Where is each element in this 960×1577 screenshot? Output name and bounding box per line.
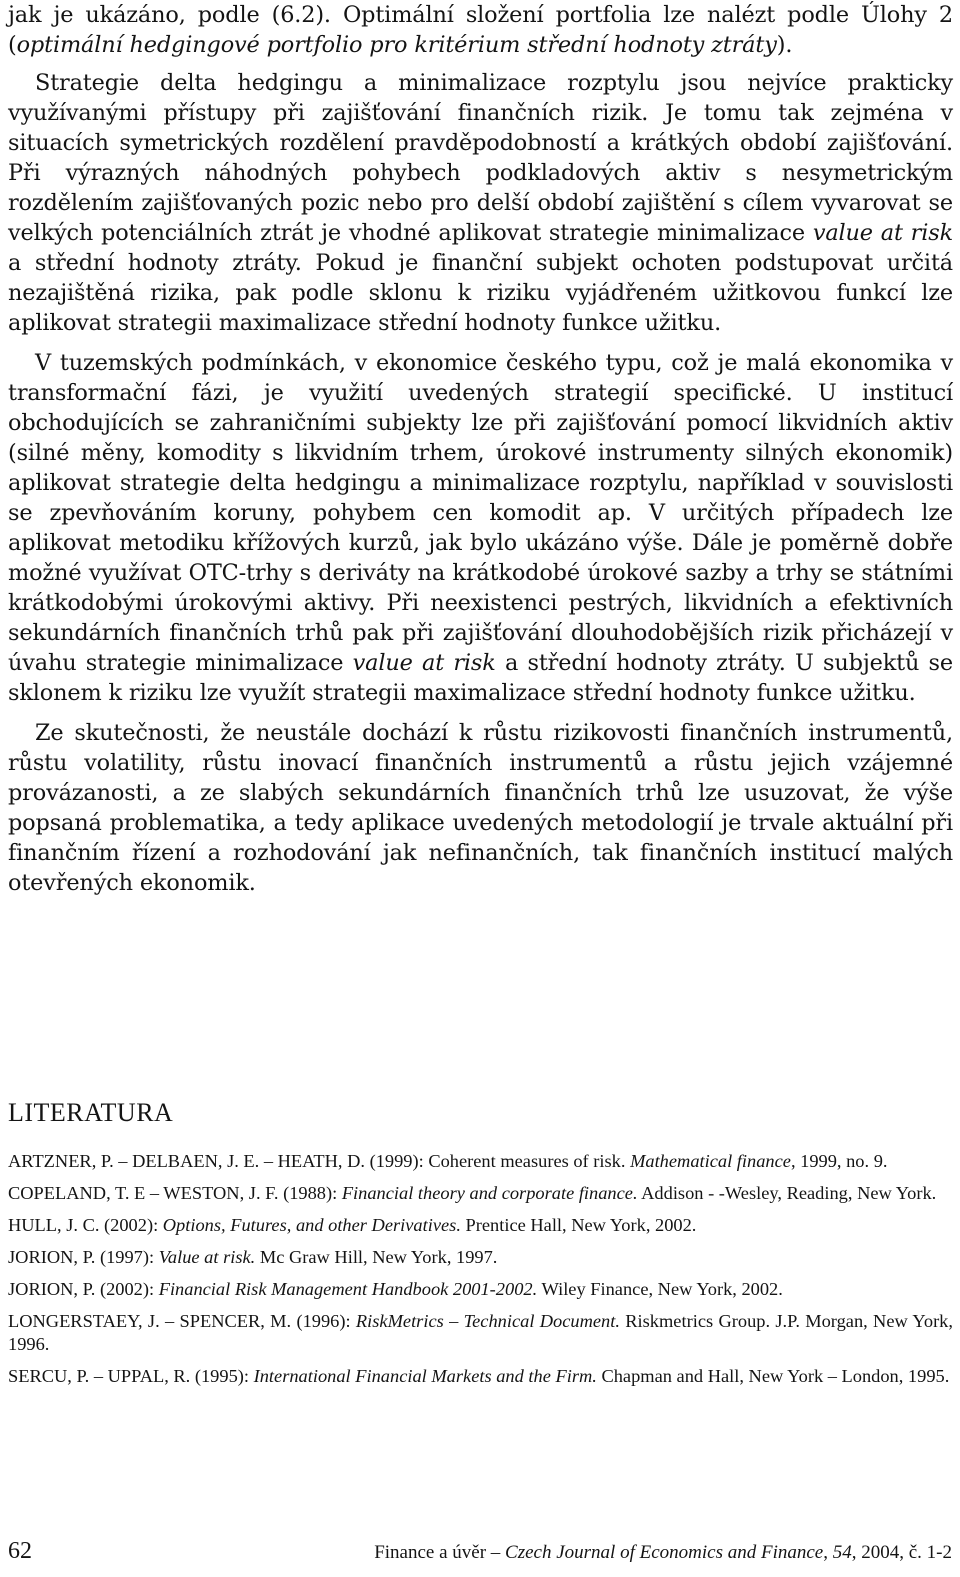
italic-run: 54 xyxy=(832,1542,852,1563)
references-list xyxy=(8,1150,953,1397)
paragraph-2: Strategie delta hedgingu a minimalizace rozptylu jsou nejvíce prakticky využívanými přístupy při zajišťování finančních rizik. Je tomu tak zejména v situacích symetrických rozdělení pravděpodobností a krátkých období zajišťování. Při výrazných náhodných pohybech podkladových aktiv s nesymetrickým rozdělením zajišťovaných pozic nebo pro delší období zajištění s cílem vyvarovat se velkých potenciálních ztrát je vhodné aplikovat strategie minimalizace value at risk a střední hodnoty ztráty. Pokud je finanční subjekt ochoten podstupovat určitá nezajištěná rizika, pak podle sklonu k riziku vyjádřeném užitkovou funkcí lze aplikovat strategii maximalizace střední hodnoty funkce užitku. xyxy=(8,70,953,336)
italic-run: Options, Futures, and other Derivatives. xyxy=(162,1215,461,1235)
references-heading: LITERATURA xyxy=(8,1098,174,1127)
reference-item: HULL, J. C. (2002): Options, Futures, and other Derivatives. Prentice Hall, New York, 2002. xyxy=(8,1215,697,1235)
italic-run: RiskMetrics – Technical Document. xyxy=(355,1311,620,1331)
italic-run: optimální hedgingové portfolio pro kritérium střední hodnoty ztráty xyxy=(16,32,777,58)
paragraph-4: Ze skutečnosti, že neustále dochází k růstu rizikovosti finančních instrumentů, růstu volatility, růstu inovací finančních instrumentů a růstu jejich vzájemné provázanosti, a ze slabých sekundárních finančních trhů lze usuzovat, že výše popsaná problematika, a tedy aplikace uvedených metodologií je trvale aktuální při finančním řízení a rozhodování jak nefinančních, tak finančních institucí malých otevřených ekonomik. xyxy=(8,720,953,896)
reference-item: JORION, P. (1997): Value at risk. Mc Graw Hill, New York, 1997. xyxy=(8,1247,498,1267)
italic-run: Czech Journal of Economics and Finance xyxy=(505,1542,824,1563)
page-number: 62 xyxy=(8,1538,32,1564)
italic-run: value at risk xyxy=(812,220,953,246)
italic-run: Value at risk. xyxy=(158,1247,256,1267)
paragraph-1: jak je ukázáno, podle (6.2). Optimální složení portfolia lze nalézt podle Úlohy 2 (optimální hedgingové portfolio pro kritérium střední hodnoty ztráty). xyxy=(8,2,953,58)
italic-run: value at risk xyxy=(352,650,496,676)
italic-run: Financial Risk Management Handbook 2001-2002. xyxy=(158,1279,538,1299)
italic-run: International Financial Markets and the Firm. xyxy=(253,1366,597,1386)
paragraph-3: V tuzemských podmínkách, v ekonomice českého typu, což je malá ekonomika v transformační fázi, je využití uvedených strategií specifické. U institucí obchodujících se zahraničními subjekty lze při zajišťování pomocí likvidních aktiv (silné měny, komodity s likvidním trhem, úrokové instrumenty silných ekonomik) aplikovat strategie delta hedgingu a minimalizace rozptylu, například v souvislosti se zpevňováním koruny, pohybem cen komodit ap. V určitých případech lze aplikovat metodiku křížových kurzů, jak bylo ukázáno výše. Dále je poměrně dobře možné využívat OTC-trhy s deriváty na krátkodobé úrokové sazby a trhy se státními krátkodobými úrokovými aktivy. Při neexistenci pestrých, likvidních a efektivních sekundárních finančních trhů pak při zajišťování dlouhodobějších rizik přicházejí v úvahu strategie minimalizace value at risk a střední hodnoty ztráty. U subjektů se sklonem k riziku lze využít strategii maximalizace střední hodnoty funkce užitku. xyxy=(8,350,954,706)
reference-item: JORION, P. (2002): Financial Risk Management Handbook 2001-2002. Wiley Finance, New York, 2002. xyxy=(8,1279,783,1299)
journal-citation: Finance a úvěr – Czech Journal of Economics and Finance, 54, 2004, č. 1-2 xyxy=(374,1542,952,1563)
italic-run: Financial theory and corporate finance. xyxy=(341,1183,638,1203)
reference-item: COPELAND, T. E – WESTON, J. F. (1988): Financial theory and corporate finance. Addison - -Wesley, Reading, New York. xyxy=(8,1183,937,1203)
reference-item: ARTZNER, P. – DELBAEN, J. E. – HEATH, D. (1999): Coherent measures of risk. Mathematical finance, 1999, no. 9. xyxy=(8,1151,888,1171)
page-body xyxy=(8,0,953,898)
reference-item: LONGERSTAEY, J. – SPENCER, M. (1996): RiskMetrics – Technical Document. Riskmetrics Group. J.P. Morgan, New York, 1996. xyxy=(8,1311,953,1354)
reference-item: SERCU, P. – UPPAL, R. (1995): International Financial Markets and the Firm. Chapman and Hall, New York – London, 1995. xyxy=(8,1366,950,1386)
italic-run: Mathematical finance xyxy=(630,1151,791,1171)
